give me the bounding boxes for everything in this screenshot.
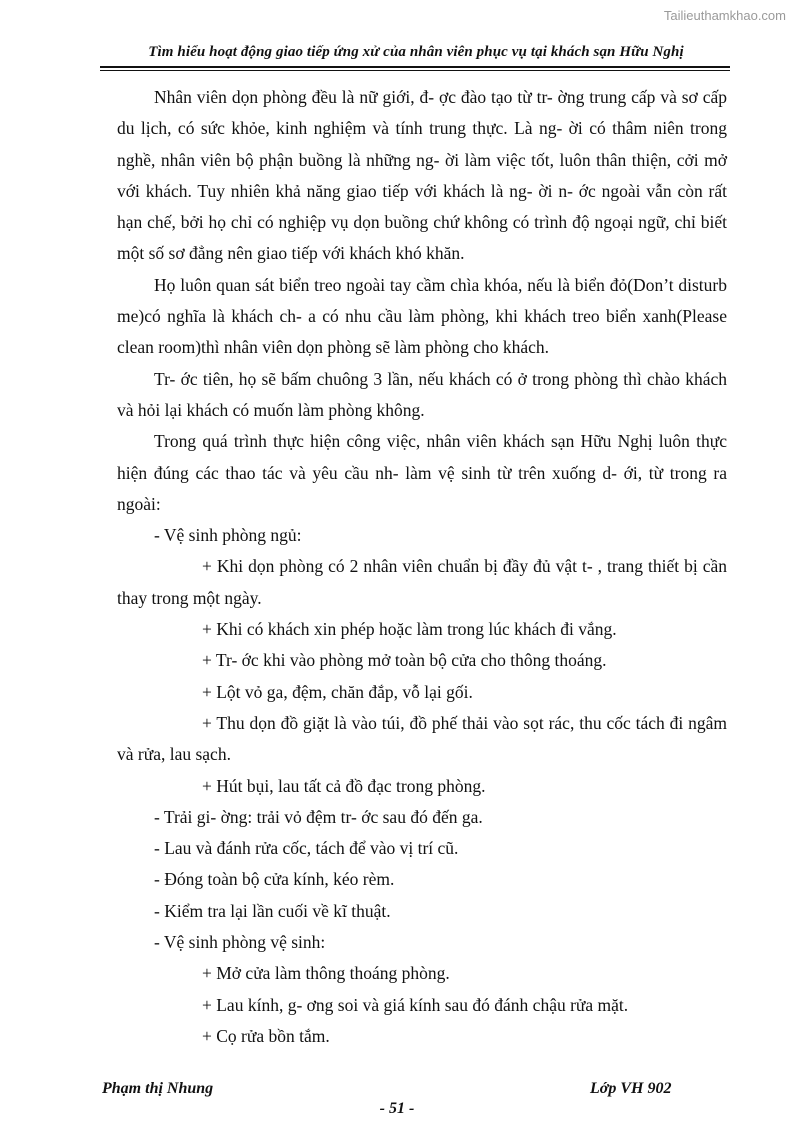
sub-list-item: + Lau kính, g- ơng soi và giá kính sau đó đánh chậu rửa mặt.	[202, 994, 629, 1015]
footer-author: Phạm thị Nhung	[102, 1080, 214, 1097]
list-item: - Vệ sinh phòng ngủ:	[154, 525, 302, 546]
paragraph: Họ luôn quan sát biển treo ngoài tay cầm chìa khóa, nếu là biển đỏ(Don’t disturb me)có nghĩa là khách ch- a có nhu cầu làm phòng, khi khách treo biển xanh(Please clean room)thì nhân viên dọn phòng sẽ làm phòng cho khách.	[117, 274, 727, 358]
sub-list-item: + Mở cửa làm thông thoáng phòng.	[202, 963, 450, 984]
body-text	[117, 82, 727, 1052]
running-header: Tìm hiểu hoạt động giao tiếp ứng xử của nhân viên phục vụ tại khách sạn Hữu Nghị	[148, 44, 684, 60]
list-item: - Trải gi- ờng: trải vỏ đệm tr- ớc sau đó đến ga.	[154, 806, 483, 827]
sub-list-item: + Lột vỏ ga, đệm, chăn đắp, vỗ lại gối.	[202, 681, 473, 702]
sub-list-item: + Khi có khách xin phép hoặc làm trong lúc khách đi vắng.	[202, 619, 617, 640]
sub-list-item: + Cọ rửa bồn tắm.	[202, 1025, 330, 1046]
sub-list-item: + Tr- ớc khi vào phòng mở toàn bộ cửa cho thông thoáng.	[202, 650, 607, 671]
footer-class: Lớp VH 902	[590, 1080, 672, 1097]
paragraph: Trong quá trình thực hiện công việc, nhân viên khách sạn Hữu Nghị luôn thực hiện đúng các thao tác và yêu cầu nh- làm vệ sinh từ trên xuống d- ới, từ trong ra ngoài:	[117, 431, 727, 514]
sub-list-item: + Thu dọn đồ giặt là vào túi, đồ phế thải vào sọt rác, thu cốc tách đi ngâm và rửa, lau sạch.	[117, 712, 727, 765]
list-item: - Kiểm tra lại lần cuối về kĩ thuật.	[154, 900, 391, 921]
header-rule-thin	[100, 70, 730, 71]
paragraph: Tr- ớc tiên, họ sẽ bấm chuông 3 lần, nếu khách có ở trong phòng thì chào khách và hỏi lại khách có muốn làm phòng không.	[117, 368, 727, 420]
paragraph: Nhân viên dọn phòng đều là nữ giới, đ- ợc đào tạo từ tr- ờng trung cấp và sơ cấp du lịch, có sức khỏe, kinh nghiệm và tính trung thực. Là ng- ời có thâm niên trong nghề, nhân viên bộ phận buồng là những ng- ời làm việc tốt, luôn thân thiện, cởi mở với khách. Tuy nhiên khả năng giao tiếp với khách là ng- ời n- ớc ngoài vẫn còn rất hạn chế, bởi họ chỉ có nghiệp vụ dọn buồng chứ không có trình độ ngoại ngữ, chỉ biết một số sơ đẳng nên giao tiếp với khách khó khăn.	[117, 87, 727, 264]
sub-list-item: + Hút bụi, lau tất cả đồ đạc trong phòng.	[202, 775, 486, 796]
sub-list-item: + Khi dọn phòng có 2 nhân viên chuẩn bị đầy đủ vật t- , trang thiết bị cần thay trong một ngày.	[117, 556, 727, 608]
watermark: Tailieuthamkhao.com	[663, 8, 786, 23]
list-item: - Vệ sinh phòng vệ sinh:	[154, 932, 326, 953]
list-item: - Đóng toàn bộ cửa kính, kéo rèm.	[154, 869, 395, 890]
page-number: - 51 -	[379, 1100, 415, 1117]
header-rule	[100, 66, 730, 68]
list-item: - Lau và đánh rửa cốc, tách để vào vị trí cũ.	[154, 838, 459, 859]
